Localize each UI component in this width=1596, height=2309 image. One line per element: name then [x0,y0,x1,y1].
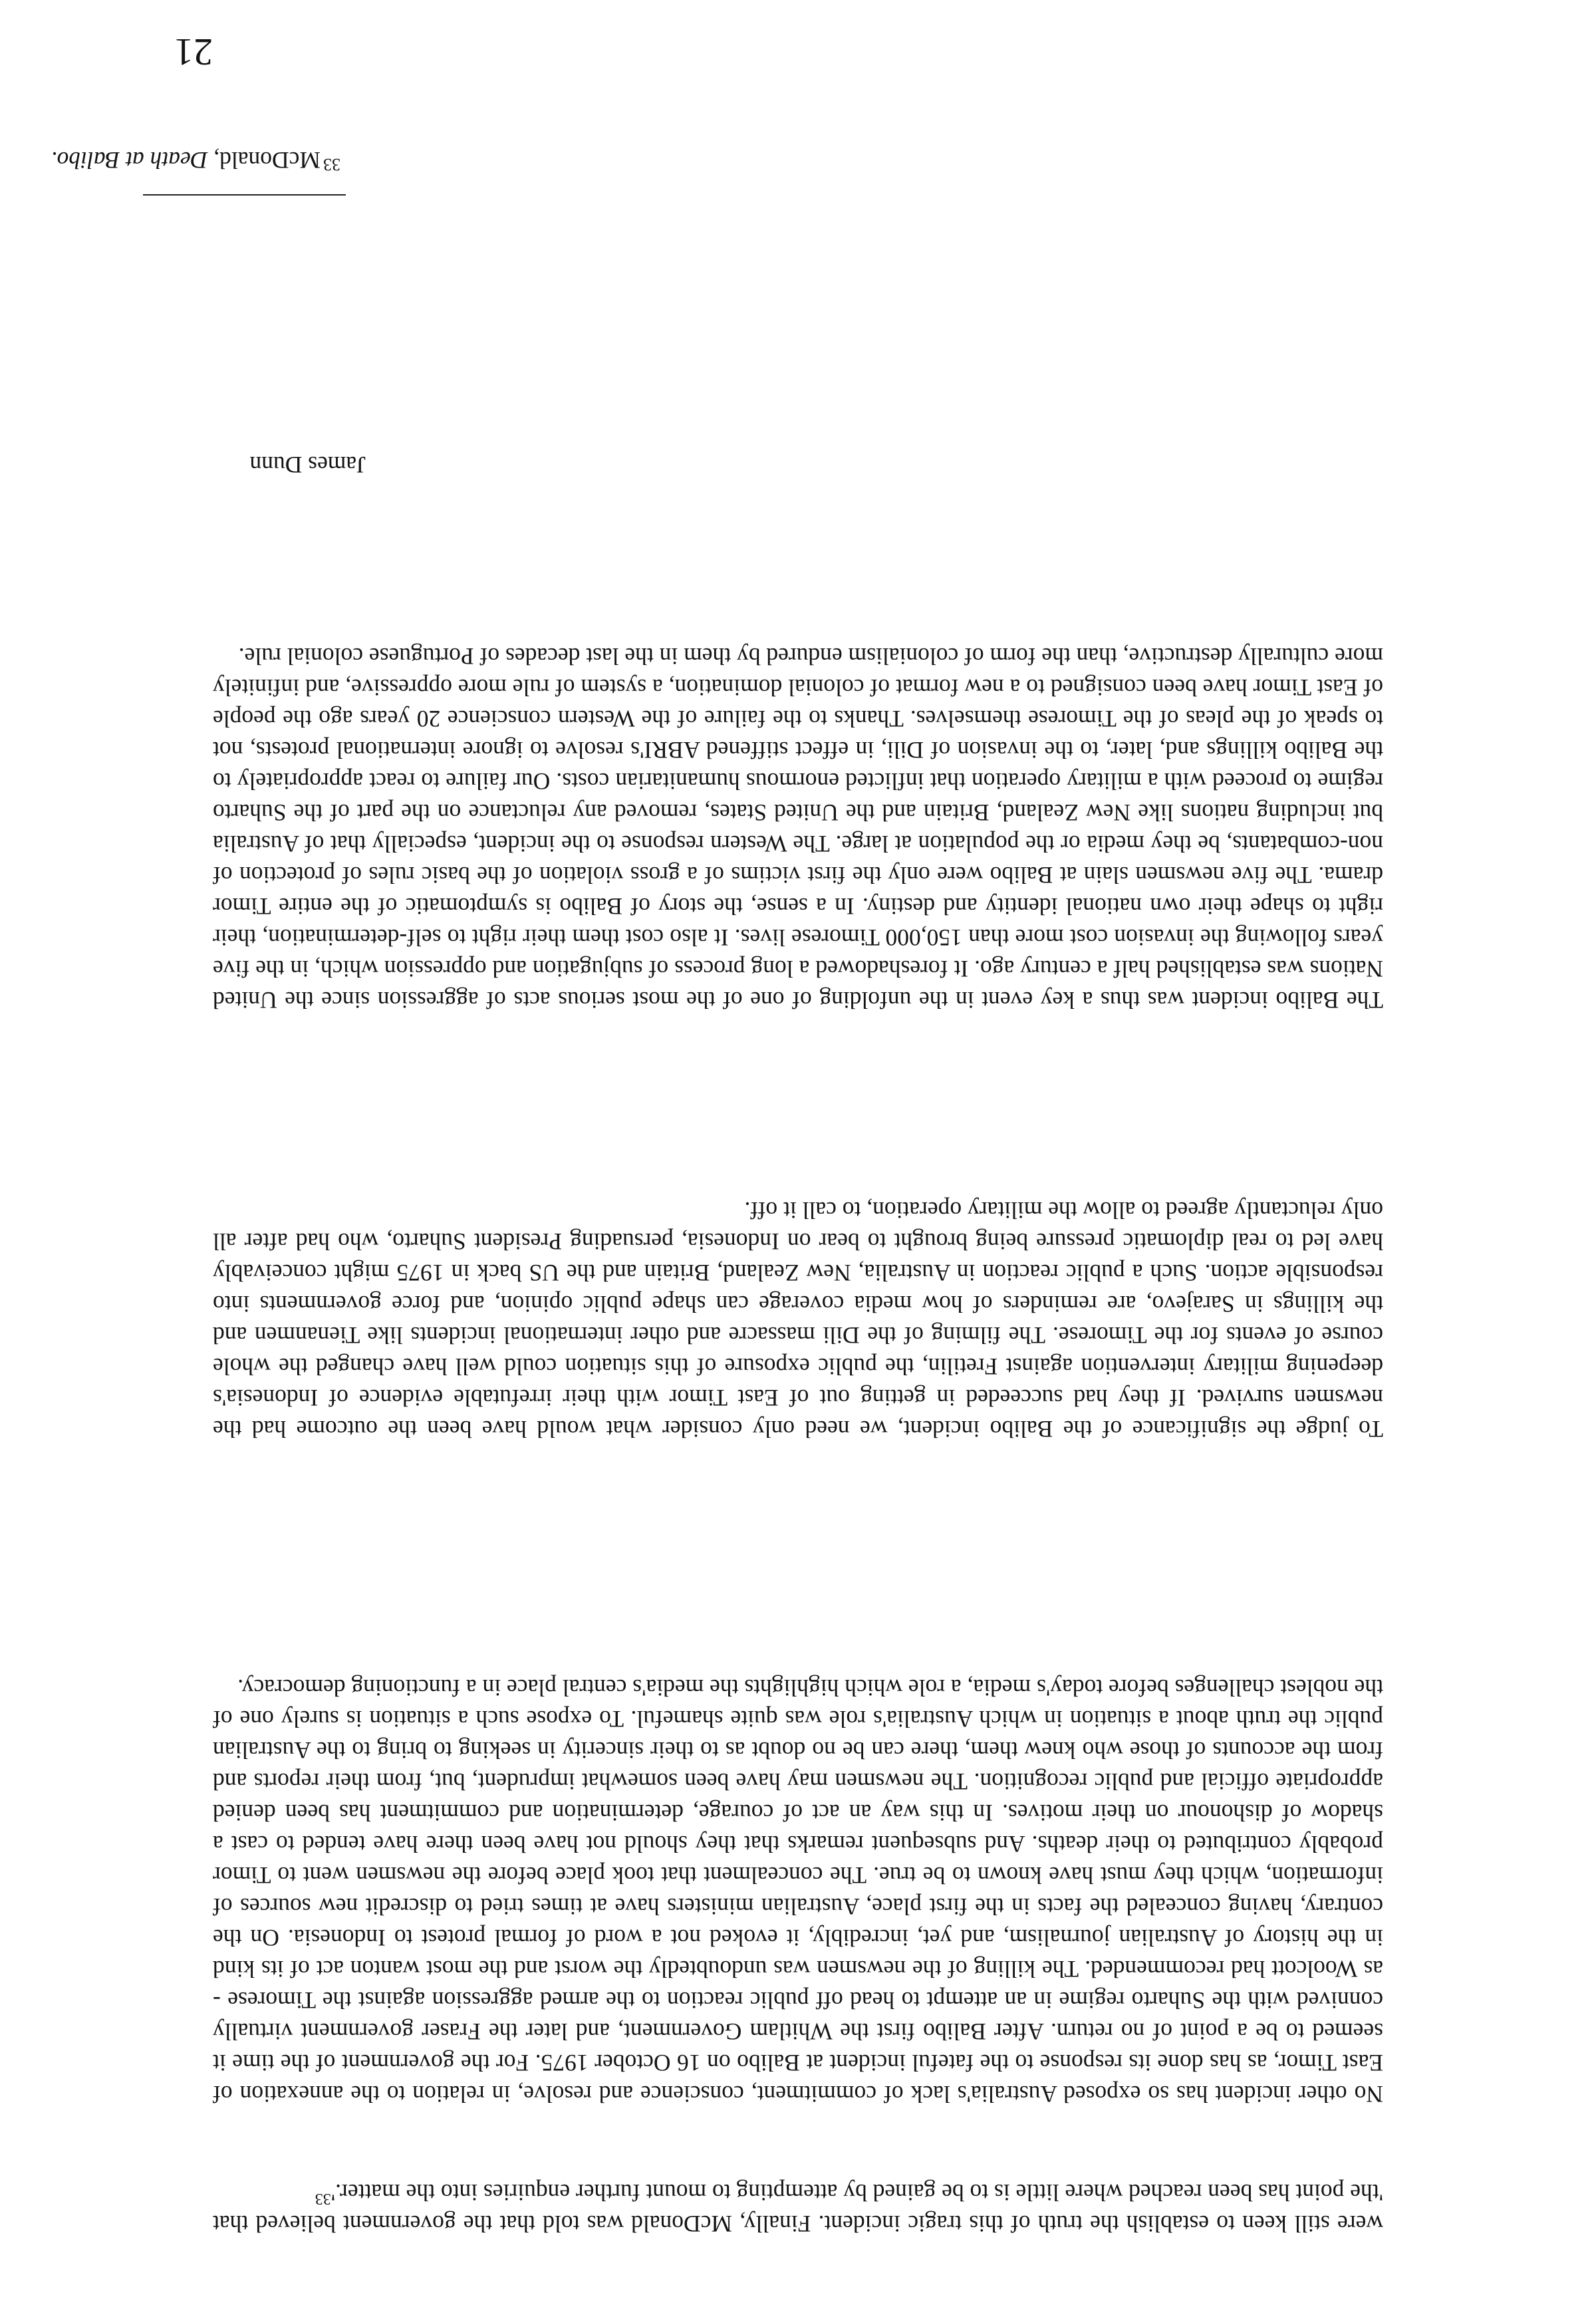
paragraph-key-event: The Balibo incident was thus a key event in the unfolding of one of the most serious acts of aggression since the United Nations was established half a century ago. It foreshadowed a long process of subjugation and oppression which, in the five years following the invasion cost more than 150,000 Timorese lives. It also cost them their right to self-determination, their right to shape their own national identity and destiny. In a sense, the story of Balibo is symptomatic of the entire Timor drama. The five newsmen slain at Balibo were only the first victims of a gross violation of the basic rules of protection of non-combatants, be they media or the population at large. The Western response to the incident, especially that of Australia but including nations like New Zealand, Britain and the United States, removed any reluctance on the part of the Suharto regime to proceed with a military operation that inflicted enormous humanitarian costs. Our failure to react appropriately to the Balibo killings and, later, to the invasion of Dili, in effect stiffened ABRI's resolve to ignore international protests, not to speak of the pleas of the Timorese themselves. Thanks to the failure of the Western conscience 20 years ago the people of East Timor have been consigned to a new format of colonial domination, a system of rule more oppressive, and infinitely more culturally destructive, than the form of colonialism endured by them in the last decades of Portuguese colonial rule. [213,643,1383,1014]
page-number: 21 [174,31,213,74]
footnote [51,146,340,174]
paragraph-continued [213,2173,1383,2239]
footnote-reference: 33 [315,2190,331,2207]
paragraph-australia-response: No other incident has so exposed Australia's lack of commitment, conscience and resolve, in relation to the annexation of East Timor, as has done its response to the fateful incident at Balibo on 16 October 1975. For the government of the time it seemed to be a point of no return. After Balibo first the Whitlam Government, and later the Fraser government virtually connived with the Suharto regime in an attempt to head off public reaction to the armed aggression against the Timorese - as Woolcott had recommended. The killing of the newsmen was undoubtedly the worst and the most wanton act of its kind in the history of Australian journalism, and yet, incredibly, it evoked not a word of formal protest to Indonesia. On the contrary, having concealed the facts in the first place, Australian ministers have at times tried to discredit new sources of information, which they must have known to be true. The concealment that took place before the newsmen went to Timor probably contributed to their deaths. And subsequent remarks that they should not have been there have tended to cast a shadow of dishonour on their motives. In this way an act of courage, determination and commitment has been denied appropriate official and public recognition. The newsmen may have been somewhat imprudent, but, from their reports and from the accounts of those who knew them, there can be no doubt as to their sincerity in seeking to bring to the Australian public the truth about a situation in which Australia's role was quite shameful. To expose such a situation is surely one of the noblest challenges before today's media, a role which highlights the media's central place in a functioning democracy. [213,1675,1383,2107]
paragraph-significance: To judge the significance of the Balibo incident, we need only consider what would have been the outcome had the newsmen survived. If they had succeeded in getting out of East Timor with their irrefutable evidence of Indonesia's deepening military intervention against Fretilin, the public exposure of this situation could well have changed the whole course of events for the Timorese. The filming of the Dili massacre and other international incidents like Tienanmen and the killings in Sarajevo, are reminders of how media coverage can shape public opinion, and force governments into responsible action. Such a public reaction in Australia, New Zealand, Britain and the US back in 1975 might conceivably have led to real diplomatic pressure being brought to bear on Indonesia, persuading President Suharto, who had after all only reluctantly agreed to allow the military operation, to call it off. [213,1197,1383,1442]
footnote-title: Death at Balibo. [51,147,208,174]
footnote-number: 33 [323,155,340,174]
footnote-author: McDonald, [207,147,321,174]
author-signature: James Dunn [249,452,366,478]
footnote-divider [143,194,346,196]
paragraph-text: were still keen to establish the truth of this tragic incident. Finally, McDonald was told that the government believed that 'the point has been reached where little is to be gained by attempting to mount further enquiries into the matter.' [213,2179,1383,2237]
